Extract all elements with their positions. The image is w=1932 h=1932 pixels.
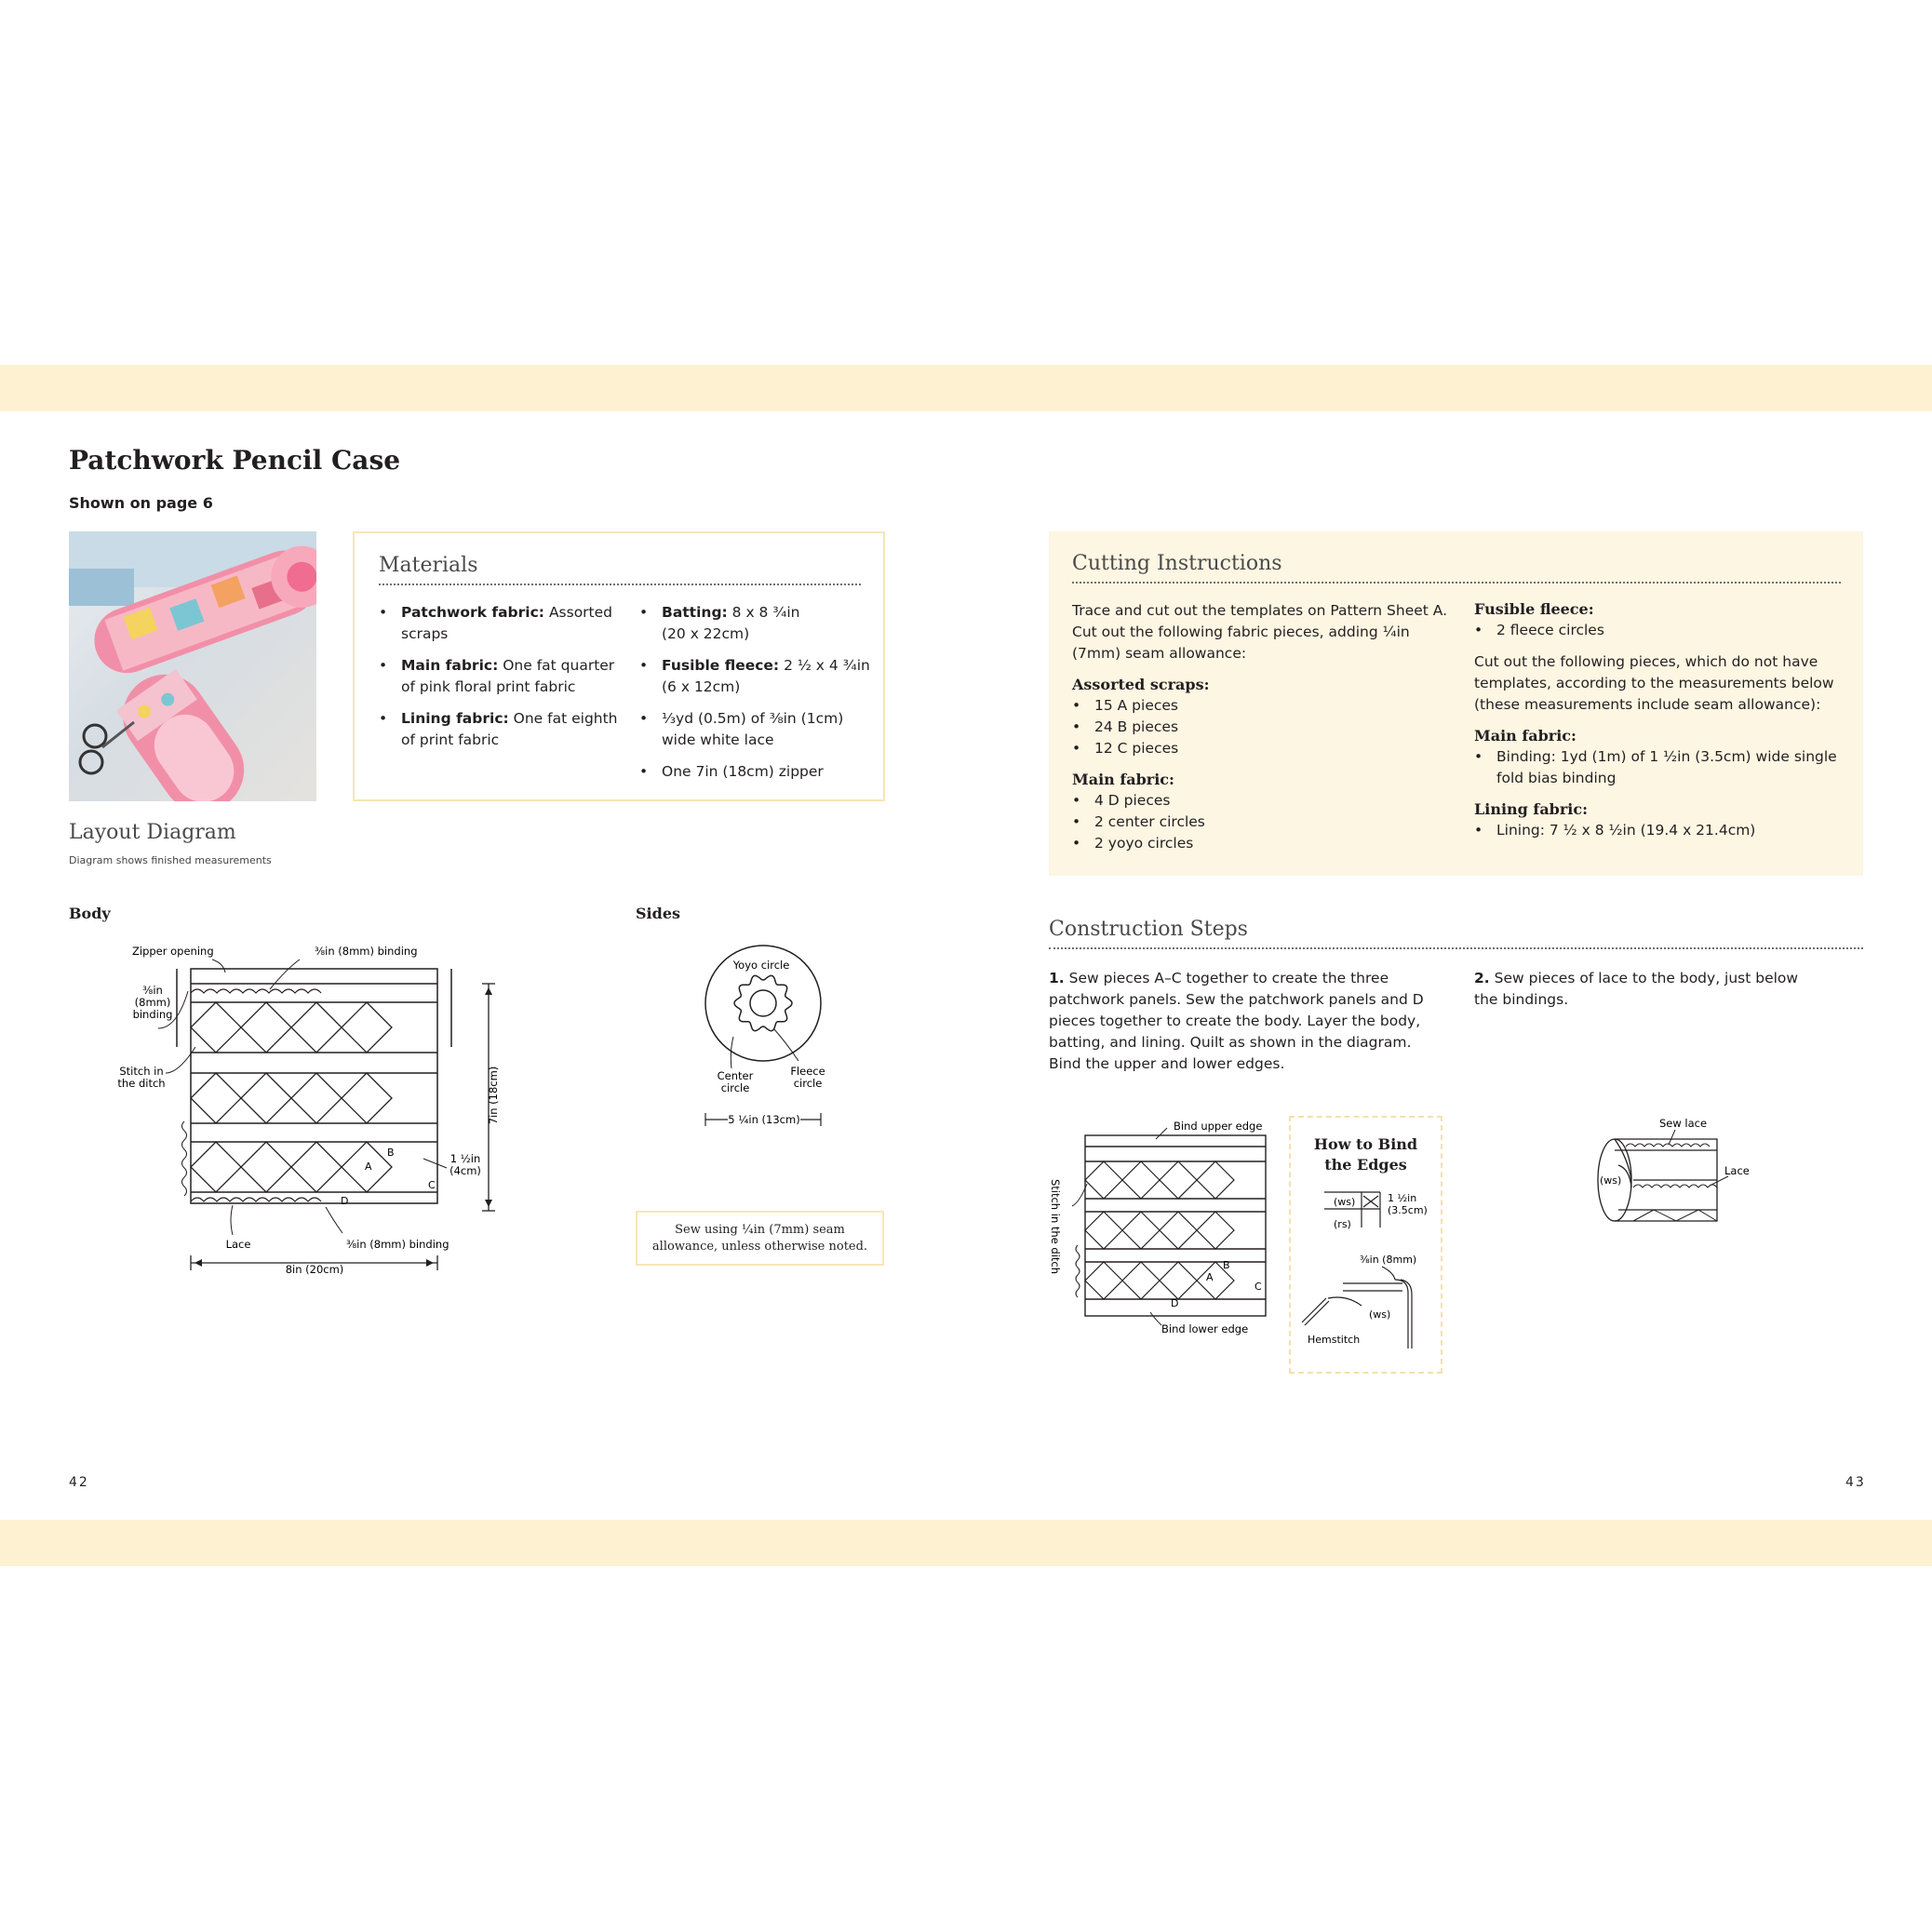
lining-item: • Lining: 7 ½ x 8 ½in (19.4 x 21.4cm) <box>1474 820 1846 841</box>
cutting-divider <box>1072 582 1841 584</box>
stitch-label-1: Stitch in <box>119 1065 164 1078</box>
how-to-bind-title: How to Bind the Edges <box>1313 1135 1418 1174</box>
step-1-number: 1. <box>1049 970 1065 986</box>
patchwork-diamond <box>1085 1212 1122 1249</box>
stitch-ditch-label: Stitch in the ditch <box>1049 1178 1062 1275</box>
height-label: 7in (18cm) <box>487 1066 500 1125</box>
cutting-heading: Cutting Instructions <box>1072 552 1282 575</box>
patchwork-diamond <box>1122 1161 1160 1199</box>
material-item: • Fusible fleece: 2 ½ x 4 ¾in (6 x 12cm) <box>639 655 881 698</box>
zipper-label: Zipper opening <box>132 945 214 958</box>
sew-lace-label: Sew lace <box>1659 1117 1708 1130</box>
patchwork-diamond <box>1122 1212 1160 1249</box>
piece-d-label: D <box>341 1195 349 1207</box>
construction-divider <box>1049 947 1863 949</box>
cutting-intro-3: (7mm) seam allowance: <box>1072 645 1247 662</box>
cutting-extra-2: templates, according to the measurements below <box>1474 675 1834 691</box>
patchwork-diamond <box>191 1073 241 1123</box>
list-item: • 2 center circles <box>1072 812 1454 833</box>
binding-top-label: ⅜in (8mm) binding <box>315 945 418 958</box>
cutting-intro-2: Cut out the following fabric pieces, adding ¼in <box>1072 624 1410 640</box>
material-item: • ⅓yd (0.5m) of ⅜in (1cm) wide white lace <box>639 708 881 751</box>
center-label-1: Center <box>717 1069 754 1082</box>
howto-w2-label: ⅜in (8mm) <box>1360 1254 1417 1266</box>
seam-note-line-2: allowance, unless otherwise noted. <box>651 1240 868 1254</box>
bind-lower-label: Bind lower edge <box>1161 1322 1249 1335</box>
howto-rs-label: (rs) <box>1334 1218 1351 1230</box>
list-item: • 2 yoyo circles <box>1072 833 1454 854</box>
main-list <box>1072 790 1454 854</box>
shown-on-page: Shown on page 6 <box>69 494 213 512</box>
material-item: • Patchwork fabric: Assorted scraps <box>379 602 621 645</box>
patchwork-diamond <box>241 1142 291 1192</box>
sides-diagram <box>689 940 847 1135</box>
top-band <box>0 365 1932 411</box>
stitch-label-2: the ditch <box>117 1077 166 1090</box>
main-heading: Main fabric: <box>1072 771 1174 788</box>
fig2-ws-label: (ws) <box>1600 1174 1622 1187</box>
material-item: • Lining fabric: One fat eighth of print fabric <box>379 708 621 751</box>
main2-heading: Main fabric: <box>1474 727 1576 745</box>
materials-list-left <box>379 602 621 761</box>
fig1-c-label: C <box>1254 1281 1262 1293</box>
fig1-d-label: D <box>1171 1297 1179 1309</box>
piece-b-label: B <box>387 1147 395 1159</box>
material-item: • One 7in (18cm) zipper <box>639 761 881 783</box>
list-item: • 4 D pieces <box>1072 790 1454 812</box>
patchwork-diamond <box>1085 1262 1122 1299</box>
page-title: Patchwork Pencil Case <box>69 445 401 476</box>
patchwork-diamond <box>1160 1262 1197 1299</box>
piece-c-label: C <box>428 1179 436 1191</box>
lace-label: Lace <box>225 1238 251 1251</box>
materials-heading: Materials <box>379 554 478 577</box>
howto-w1-label-1: 1 ½in <box>1388 1192 1417 1204</box>
fleece-list <box>1474 620 1846 641</box>
seam-note-box <box>636 1211 884 1266</box>
patchwork-diamond <box>291 1073 342 1123</box>
body-label: Body <box>69 905 111 922</box>
cutting-box <box>1049 531 1863 876</box>
layout-heading: Layout Diagram <box>69 821 236 844</box>
binding-left-1: ⅜in <box>142 984 163 997</box>
materials-list-right <box>639 602 881 793</box>
patchwork-diamond <box>241 1002 291 1053</box>
patchwork-diamond <box>291 1002 342 1053</box>
layout-note: Diagram shows finished measurements <box>69 854 272 866</box>
howto-w1-label-2: (3.5cm) <box>1388 1204 1428 1216</box>
howto-ws2-label: (ws) <box>1369 1308 1391 1321</box>
page-number-left: 42 <box>69 1475 89 1490</box>
fig1-b-label: B <box>1223 1259 1230 1271</box>
step-2-number: 2. <box>1474 970 1490 986</box>
construction-heading: Construction Steps <box>1049 918 1248 941</box>
binding-bottom-label: ⅜in (8mm) binding <box>346 1238 449 1251</box>
pencil-case-photo <box>69 531 316 801</box>
width-label: 8in (20cm) <box>285 1263 344 1276</box>
cutting-col-right <box>1474 600 1846 841</box>
fleece-label-1: Fleece <box>790 1065 825 1078</box>
step-1: 1. Sew pieces A–C together to create the three patchwork panels. Sew the patchwork panels and D pieces together to create the body. Layer the body, batting, and lining. Quilt as shown in the diagram. Bind the upper and lower edges. <box>1049 970 1424 1072</box>
step-2: 2. Sew pieces of lace to the body, just below the bindings. <box>1474 970 1799 1008</box>
scraps-heading: Assorted scraps: <box>1072 676 1210 693</box>
binding-left-3: binding <box>132 1008 173 1021</box>
seam-note-line-1: Sew using ¼in (7mm) seam <box>675 1223 845 1237</box>
list-item: • 15 A pieces <box>1072 695 1454 717</box>
materials-box <box>353 531 885 801</box>
bind-upper-label: Bind upper edge <box>1174 1120 1263 1133</box>
how-to-bind-figure <box>1291 1183 1441 1374</box>
step2-figure <box>1587 1113 1750 1234</box>
list-item: • 2 fleece circles <box>1474 620 1846 641</box>
hemstitch-label: Hemstitch <box>1308 1334 1361 1346</box>
yoyo-label: Yoyo circle <box>732 959 790 972</box>
fleece-label-2: circle <box>793 1077 823 1090</box>
scraps-list <box>1072 695 1454 759</box>
page-number-right: 43 <box>1845 1475 1866 1490</box>
patchwork-diamond <box>1160 1161 1197 1199</box>
body-diagram <box>93 935 521 1289</box>
patchwork-diamond <box>291 1142 342 1192</box>
patchwork-diamond <box>1160 1212 1197 1249</box>
patchwork-diamond <box>191 1142 241 1192</box>
cutting-intro-1: Trace and cut out the templates on Pattern Sheet A. <box>1072 602 1448 619</box>
patchwork-diamond <box>342 1073 392 1123</box>
sides-label: Sides <box>636 905 681 922</box>
material-item: • Main fabric: One fat quarter of pink floral print fabric <box>379 655 621 698</box>
cutting-col-left <box>1072 600 1454 854</box>
cutting-extra-3: (these measurements include seam allowance): <box>1474 696 1821 713</box>
main2-list <box>1474 746 1846 789</box>
lining-heading: Lining fabric: <box>1474 800 1589 818</box>
strip-label-1: 1 ½in <box>449 1152 481 1165</box>
fig2-lace-label: Lace <box>1724 1164 1750 1177</box>
patchwork-diamond <box>241 1073 291 1123</box>
patchwork-diamond <box>1122 1262 1160 1299</box>
strip-label-2: (4cm) <box>449 1164 481 1177</box>
lining-list <box>1474 820 1846 841</box>
list-item: • 12 C pieces <box>1072 738 1454 759</box>
pencil-case-illustration <box>69 531 316 801</box>
main2-item: • Binding: 1yd (1m) of 1 ½in (3.5cm) wide single fold bias binding <box>1474 746 1846 789</box>
binding-left-2: (8mm) <box>134 996 171 1009</box>
step1-figure <box>1044 1115 1272 1343</box>
patchwork-diamond <box>1197 1212 1234 1249</box>
how-to-bind-box <box>1289 1116 1442 1374</box>
patchwork-diamond <box>191 1002 241 1053</box>
patchwork-diamond <box>1197 1161 1234 1199</box>
materials-divider <box>379 584 861 585</box>
sides-dim-label: 5 ¼in (13cm) <box>728 1113 800 1126</box>
bottom-band <box>0 1520 1932 1566</box>
piece-a-label: A <box>365 1161 372 1173</box>
patchwork-diamond <box>1085 1161 1122 1199</box>
cutting-extra-1: Cut out the following pieces, which do not have <box>1474 653 1818 670</box>
patchwork-diamond <box>342 1002 392 1053</box>
material-item: • Batting: 8 x 8 ¾in (20 x 22cm) <box>639 602 881 645</box>
fleece-heading: Fusible fleece: <box>1474 600 1594 618</box>
center-label-2: circle <box>720 1081 750 1094</box>
howto-ws-label: (ws) <box>1334 1196 1356 1208</box>
fig1-a-label: A <box>1206 1271 1214 1283</box>
list-item: • 24 B pieces <box>1072 717 1454 738</box>
